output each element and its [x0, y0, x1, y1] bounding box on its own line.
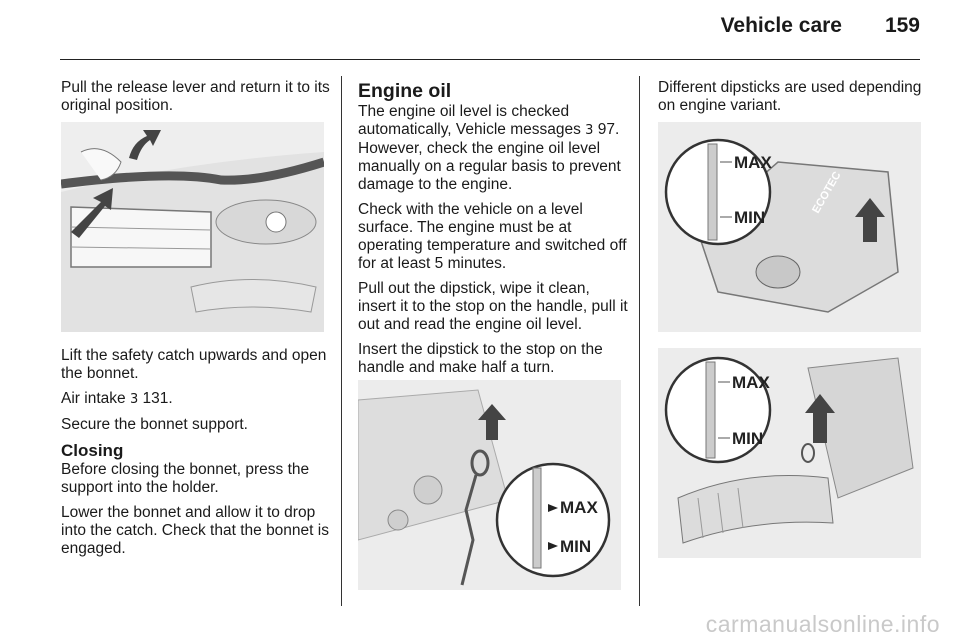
column-1	[61, 79, 331, 122]
paragraph-release-lever: Pull the release lever and return it to its original position.	[61, 79, 330, 114]
paragraph-before-closing: Before closing the bonnet, press the support into the holder.	[61, 461, 310, 496]
column-divider-2	[639, 76, 640, 606]
paragraph-pull-dipstick: Pull out the dipstick, wipe it clean, insert it to the stop on the handle, pull it out and read the engine oil level.	[358, 280, 628, 333]
paragraph-air-intake: Air intake 3 131.	[61, 390, 173, 407]
header-divider	[60, 59, 920, 60]
page-reference-icon: 3	[585, 123, 594, 138]
dipstick-figure	[358, 380, 621, 590]
column-2	[358, 79, 630, 384]
column-1-lower	[61, 347, 331, 565]
ecotec-label: ECOTEC	[810, 169, 844, 216]
column-3	[658, 79, 928, 122]
watermark: carmanualsonline.info	[705, 611, 940, 637]
closing-heading: Closing	[61, 441, 124, 460]
paragraph-safety-catch: Lift the safety catch upwards and open the bonnet.	[61, 347, 327, 382]
paragraph-bonnet-support: Secure the bonnet support.	[61, 416, 248, 433]
dipstick-figure-engine-1	[658, 122, 921, 332]
min-label: MIN	[732, 429, 764, 448]
column-divider-1	[341, 76, 342, 606]
min-label: MIN	[560, 537, 592, 556]
bonnet-figure	[61, 122, 324, 332]
dipstick-figure-engine-2	[658, 348, 921, 558]
paragraph-lower-bonnet: Lower the bonnet and allow it to drop into the catch. Check that the bonnet is engaged.	[61, 504, 329, 557]
paragraph-oil-level-checked: The engine oil level is checked automatically, Vehicle messages 3 97. However, check the engine oil level manually on a regular basis to prevent damage to the engine.	[358, 103, 621, 193]
page-reference-icon: 3	[129, 392, 139, 407]
paragraph-insert-dipstick: Insert the dipstick to the stop on the handle and make half a turn.	[358, 341, 603, 376]
max-label: MAX	[732, 373, 770, 392]
section-title: Vehicle care	[720, 14, 842, 37]
max-label: MAX	[560, 498, 598, 517]
paragraph-different-dipsticks: Different dipsticks are used depending on engine variant.	[658, 79, 922, 114]
max-label: MAX	[734, 153, 772, 172]
engine-oil-heading: Engine oil	[358, 80, 452, 102]
paragraph-level-surface: Check with the vehicle on a level surface. The engine must be at operating temperature and switched off for at least 5 minutes.	[358, 201, 627, 272]
min-label: MIN	[734, 208, 766, 227]
page-number: 159	[884, 14, 920, 37]
